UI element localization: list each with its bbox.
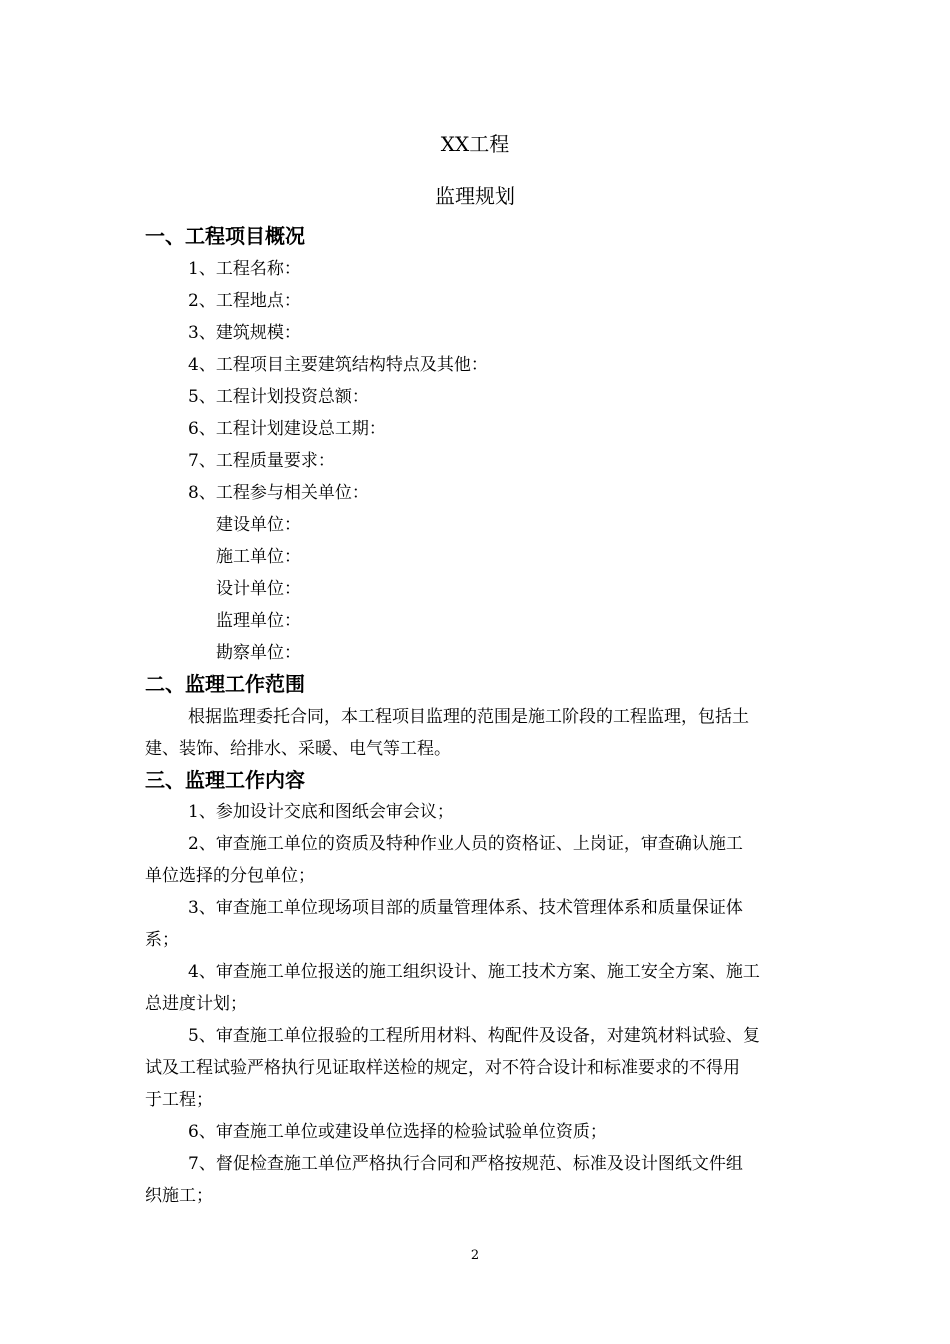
paragraph-line: 4、审查施工单位报送的施工组织设计、施工技术方案、施工安全方案、施工 <box>188 962 760 982</box>
section-heading-2: 二、监理工作范围 <box>145 672 305 696</box>
paragraph-line: 3、审查施工单位现场项目部的质量管理体系、技术管理体系和质量保证体 <box>188 898 743 918</box>
list-item: 3、建筑规模： <box>188 323 301 343</box>
paragraph-line: 1、参加设计交底和图纸会审会议； <box>188 802 454 822</box>
list-item: 5、工程计划投资总额： <box>188 387 369 407</box>
page-number: 2 <box>470 1248 480 1263</box>
paragraph-line: 总进度计划； <box>145 994 247 1014</box>
document-title: XX工程 <box>440 132 510 156</box>
unit-item: 建设单位： <box>216 515 301 535</box>
list-item: 6、工程计划建设总工期： <box>188 419 386 439</box>
paragraph-line: 织施工； <box>145 1186 213 1206</box>
list-item: 2、工程地点： <box>188 291 301 311</box>
document-subtitle: 监理规划 <box>435 184 515 208</box>
paragraph-line: 5、审查施工单位报验的工程所用材料、构配件及设备，对建筑材料试验、复 <box>188 1026 760 1046</box>
section-heading-1: 一、工程项目概况 <box>145 224 305 248</box>
paragraph-line: 单位选择的分包单位； <box>145 866 315 886</box>
list-item: 1、工程名称： <box>188 259 301 279</box>
paragraph-line: 试及工程试验严格执行见证取样送检的规定，对不符合设计和标准要求的不得用 <box>145 1058 740 1078</box>
list-item: 7、工程质量要求： <box>188 451 335 471</box>
paragraph-line: 根据监理委托合同，本工程项目监理的范围是施工阶段的工程监理，包括土 <box>188 707 749 727</box>
unit-item: 监理单位： <box>216 611 301 631</box>
paragraph-line: 系； <box>145 930 179 950</box>
unit-item: 施工单位： <box>216 547 301 567</box>
list-item: 8、工程参与相关单位： <box>188 483 369 503</box>
unit-item: 勘察单位： <box>216 643 301 663</box>
paragraph-line: 2、审查施工单位的资质及特种作业人员的资格证、上岗证，审查确认施工 <box>188 834 743 854</box>
paragraph-line: 建、装饰、给排水、采暖、电气等工程。 <box>145 739 451 759</box>
unit-item: 设计单位： <box>216 579 301 599</box>
paragraph-line: 7、督促检查施工单位严格执行合同和严格按规范、标准及设计图纸文件组 <box>188 1154 743 1174</box>
section-heading-3: 三、监理工作内容 <box>145 768 305 792</box>
list-item: 4、工程项目主要建筑结构特点及其他： <box>188 355 488 375</box>
paragraph-line: 6、审查施工单位或建设单位选择的检验试验单位资质； <box>188 1122 607 1142</box>
paragraph-line: 于工程； <box>145 1090 213 1110</box>
